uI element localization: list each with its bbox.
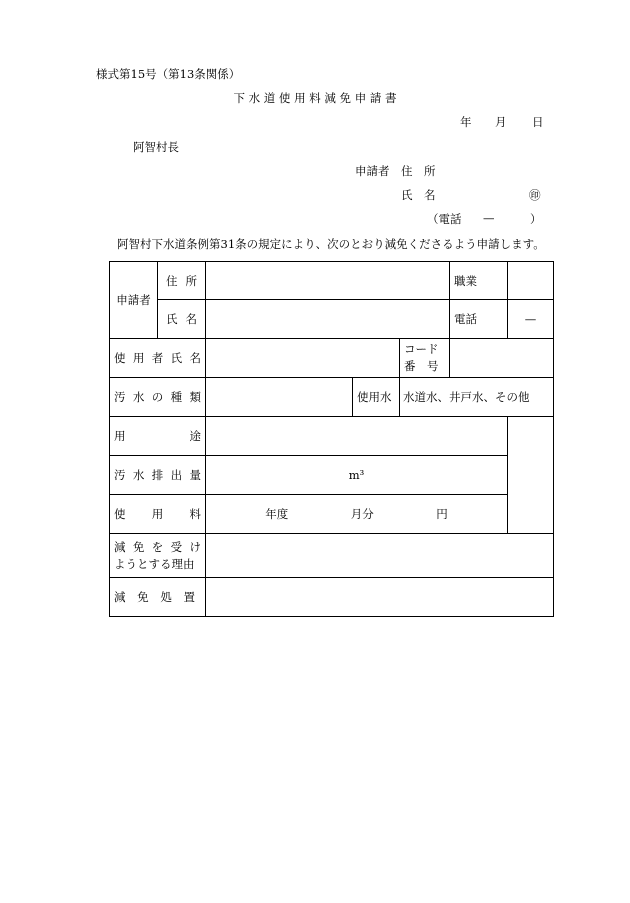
name-label: 氏 名	[158, 300, 206, 339]
seal-mark: ㊞	[529, 188, 541, 202]
code-number-field[interactable]	[450, 339, 554, 378]
phone-label: 電話	[450, 300, 508, 339]
address-label: 住 所	[158, 262, 206, 300]
date-day: 日	[532, 115, 544, 129]
water-source-options[interactable]: 水道水、井戸水、その他	[400, 378, 554, 417]
reduction-reason-label: 減 免 を 受 け ようとする理由	[110, 534, 206, 578]
address-field[interactable]	[206, 262, 450, 300]
name-field[interactable]	[206, 300, 450, 339]
discharge-volume-label: 汚 水 排 出 量	[110, 456, 206, 495]
occupation-label: 職業	[450, 262, 508, 300]
applicant-name-label: 氏 名	[401, 188, 436, 202]
usage-fee-label: 使 用 料	[110, 495, 206, 534]
user-name-label: 使 用 者 氏 名	[110, 339, 206, 378]
phone-dash: —	[483, 211, 495, 225]
disposition-label: 減 免 処 置	[110, 578, 206, 617]
code-number-label: コード 番 号	[400, 339, 450, 378]
usage-field[interactable]	[206, 417, 508, 456]
applicant-address-label: 住 所	[401, 164, 436, 178]
discharge-volume-field[interactable]: m³	[206, 456, 508, 495]
statement: 阿智村下水道条例第31条の規定により、次のとおり減免くださるよう申請します。	[117, 237, 545, 251]
date-month: 月	[495, 115, 507, 129]
water-used-label: 使用水	[353, 378, 400, 417]
occupation-field[interactable]	[508, 262, 554, 300]
sewage-type-field[interactable]	[206, 378, 353, 417]
usage-fee-field[interactable]: 年度 月分 円	[206, 495, 508, 534]
phone-close: ）	[530, 212, 542, 226]
page-title: 下 水 道 使 用 料 減 免 申 請 書	[233, 91, 397, 105]
applicant-header: 申請者	[110, 262, 158, 339]
addressee: 阿智村長	[133, 140, 179, 154]
user-name-field[interactable]	[206, 339, 400, 378]
sewage-type-label: 汚 水 の 種 類	[110, 378, 206, 417]
reduction-reason-field[interactable]	[206, 534, 554, 578]
application-table	[109, 261, 554, 617]
usage-label: 用 途	[110, 417, 206, 456]
phone-field[interactable]: —	[508, 300, 554, 339]
date-year: 年	[460, 115, 472, 129]
form-number: 様式第15号（第13条関係）	[96, 67, 241, 81]
phone-open: （電話	[427, 212, 462, 226]
disposition-field[interactable]	[206, 578, 554, 617]
applicant-label: 申請者	[355, 164, 390, 178]
